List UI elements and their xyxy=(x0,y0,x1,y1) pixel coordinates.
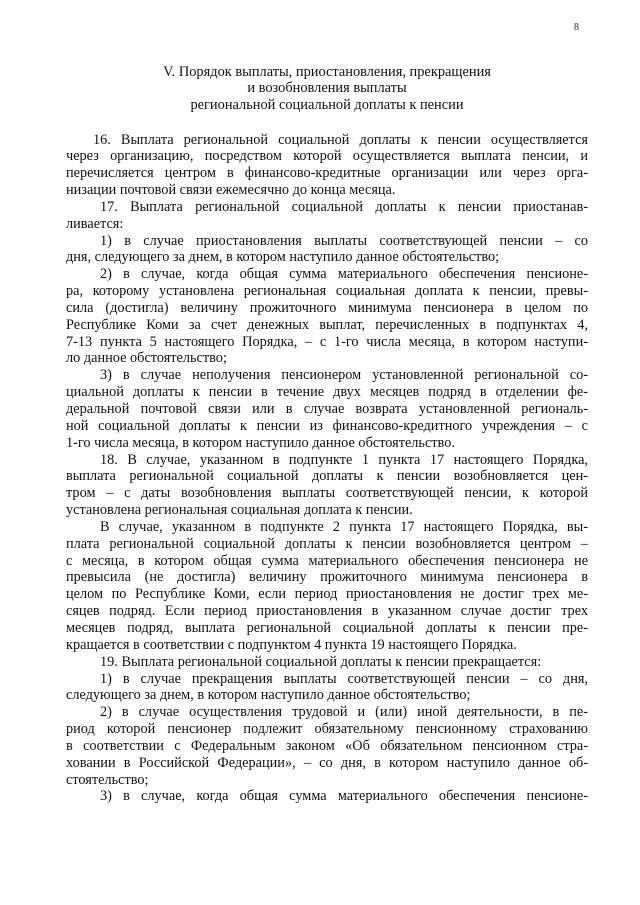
body-line: через организацию, посредством которой осуществляется выплата пенсии, и xyxy=(66,148,588,165)
body-line: тром – с даты возобновления выплаты соответствующей пенсии, к которой xyxy=(66,485,588,502)
body-line: деральной почтовой связи или в случае возврата установленной региональ- xyxy=(66,401,588,417)
body-line: 3) в случае, когда общая сумма материального обеспечения пенсионе- xyxy=(100,788,588,805)
page-number: 8 xyxy=(574,22,579,33)
body-line: низации почтовой связи ежемесячно до конца месяца. xyxy=(66,182,396,199)
body-line: в соответствии с Федеральным законом «Об обязательном пенсионном стра- xyxy=(66,737,588,754)
body-line: 18. В случае, указанном в подпункте 1 пункта 17 настоящего Порядка, xyxy=(100,451,588,468)
heading-line: и возобновления выплаты xyxy=(247,80,407,97)
body-line: 1) в случае приостановления выплаты соответствующей пенсии – со xyxy=(100,232,588,249)
body-line: 17. Выплата региональной социальной доплаты к пенсии приостанав- xyxy=(100,198,588,215)
body-line: следующего за днем, в котором наступило данное обстоятельство; xyxy=(66,687,471,704)
body-line: Республике Коми за счет денежных выплат, перечисленных в подпунктах 4, xyxy=(66,316,588,333)
body-line: сяцев подряд. Если период приостановления в указанном случае достиг трех xyxy=(66,603,588,620)
body-line: 19. Выплата региональной социальной доплаты к пенсии прекращается: xyxy=(100,653,542,670)
body-line: 2) в случае, когда общая сумма материального обеспечения пенсионе- xyxy=(100,266,588,283)
body-line: стоятельство; xyxy=(66,771,149,788)
body-line: циальной доплаты к пенсии в течение двух месяцев подряд в отделении фе- xyxy=(66,384,588,401)
body-line: 1) в случае прекращения выплаты соответствующей пенсии – со дня, xyxy=(100,670,588,687)
body-line: кращается в соответствии с подпунктом 4 пункта 19 настоящего Порядка. xyxy=(66,636,517,653)
body-line: 2) в случае осуществления трудовой и (или) иной деятельности, в пе- xyxy=(100,704,588,721)
body-line: 1-го числа месяца, в котором наступило данное обстоятельство. xyxy=(66,434,455,451)
body-line: дня, следующего за днем, в котором наступило данное обстоятельство; xyxy=(66,249,500,266)
body-line: плата региональной социальной доплаты к пенсии возобновляется центром – xyxy=(66,535,588,552)
body-line: 7-13 пункта 5 настоящего Порядка, – с 1-го числа месяца, в котором наступи- xyxy=(66,333,588,350)
body-line: ховании в Российской Федерации», – со дня, в котором наступило данное об- xyxy=(66,754,588,771)
body-line: перечисляется центром в финансово-кредитные организации или через орга- xyxy=(66,165,588,182)
heading-line: региональной социальной доплаты к пенсии xyxy=(190,96,464,113)
heading-line: V. Порядок выплаты, приостановления, прекращения xyxy=(163,64,491,80)
body-line: превысила (не достигла) величину прожиточного минимума пенсионера в xyxy=(66,569,588,586)
body-line: ливается: xyxy=(66,215,124,232)
section-body xyxy=(66,132,588,806)
body-line: целом по Республике Коми, если период приостановления не достиг трех ме- xyxy=(66,586,588,603)
body-line: В случае, указанном в подпункте 2 пункта 17 настоящего Порядка, вы- xyxy=(100,518,588,535)
body-line: 3) в случае неполучения пенсионером установленной региональной со- xyxy=(100,367,588,384)
body-line: установлена региональная социальная доплата к пенсии. xyxy=(66,502,413,519)
body-line: сила (достигла) величину прожиточного минимума пенсионера в целом по xyxy=(66,299,588,316)
body-line: с месяца, в котором общая сумма материального обеспечения пенсионера не xyxy=(66,552,588,569)
body-line: риод которой пенсионер подлежит обязательному пенсионному страхованию xyxy=(66,721,588,738)
body-line: ной социальной доплаты к пенсии из финансово-кредитного учреждения – с xyxy=(66,417,588,434)
body-line: ра, которому установлена региональная социальная доплата к пенсии, превы- xyxy=(66,283,588,300)
body-line: месяцев подряд, выплата региональной социальной доплаты к пенсии пре- xyxy=(66,619,588,636)
body-line: ло данное обстоятельство; xyxy=(66,350,227,367)
section-heading xyxy=(66,64,588,113)
body-line: выплата региональной социальной доплаты к пенсии возобновляется цен- xyxy=(66,468,588,485)
body-line: 16. Выплата региональной социальной доплаты к пенсии осуществляется xyxy=(93,131,588,148)
